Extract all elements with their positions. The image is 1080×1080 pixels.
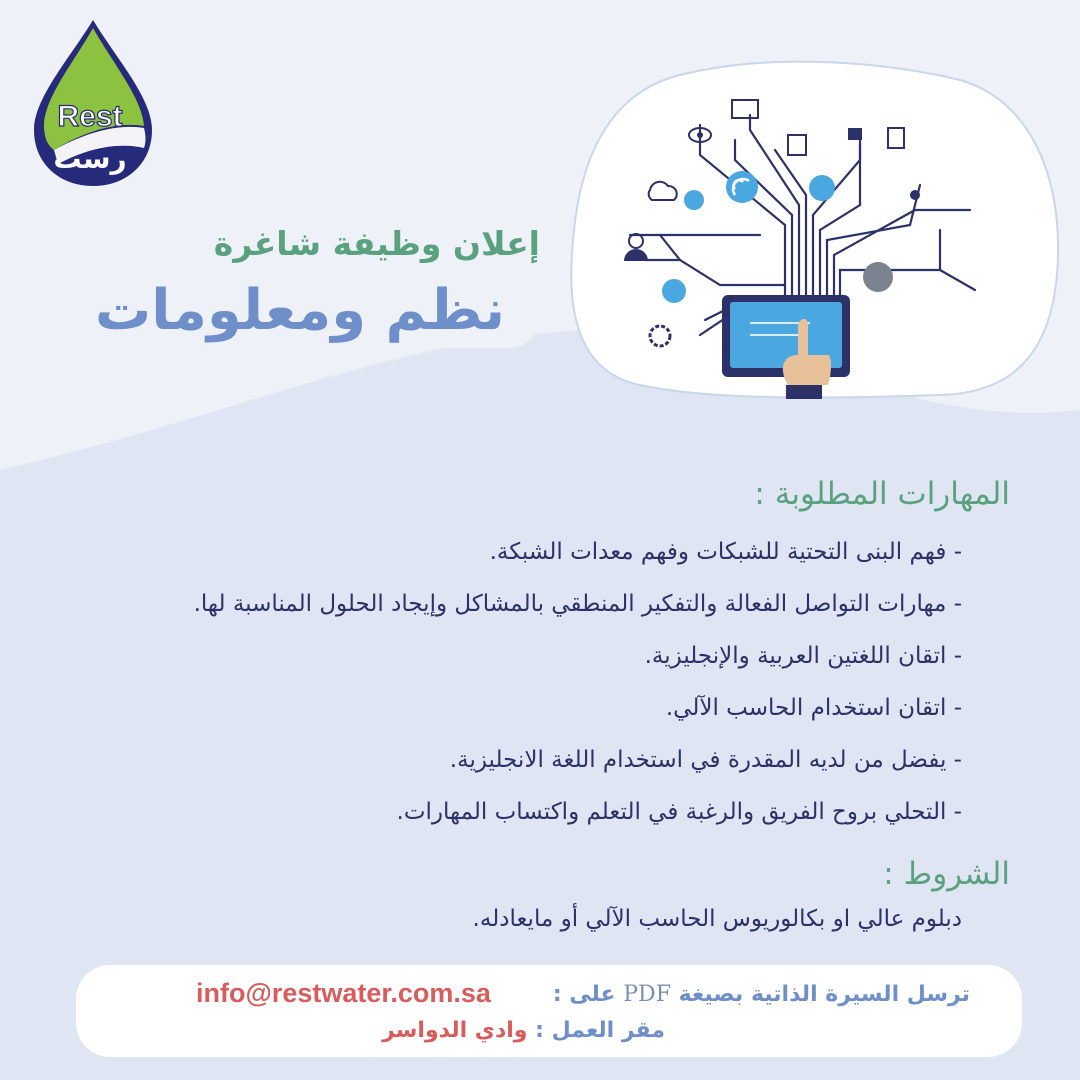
rest-logo [30,18,156,188]
work-location [382,1018,665,1043]
location-label: مقر العمل : [535,1018,665,1043]
list-item: - فهم البنى التحتية للشبكات وفهم معدات الشبكة. [489,539,962,565]
job-title: نظم ومعلومات [94,278,505,343]
network-illustration [560,55,1070,400]
location-value: وادي الدواسر [382,1018,528,1043]
list-item: - يفضل من لديه المقدرة في استخدام اللغة الانجليزية. [449,747,962,773]
svg-text:Rest: Rest [57,100,123,133]
svg-text:رست: رست [53,142,127,175]
list-item: - اتقان استخدام الحاسب الآلي. [665,695,962,721]
conditions-heading: الشروط : [883,856,1010,892]
skills-heading: المهارات المطلوبة : [754,476,1010,512]
announcement-title: إعلان وظيفة شاغرة [213,224,540,263]
list-item: - اتقان اللغتين العربية والإنجليزية. [644,643,962,669]
skills-list [142,528,962,840]
cv-instructions [553,982,970,1007]
conditions-text: دبلوم عالي او بكالوريوس الحاسب الآلي أو مايعادله. [472,906,962,932]
cv-text: ترسل السيرة الذاتية بصيغة [678,982,970,1007]
list-item: - مهارات التواصل الفعالة والتفكير المنطقي بالمشاكل وإيجاد الحلول المناسبة لها. [193,591,962,617]
email-link[interactable]: info@restwater.com.sa [196,978,491,1008]
list-item: - التحلي بروح الفريق والرغبة في التعلم واكتساب المهارات. [396,799,962,825]
cv-format: PDF [623,982,671,1007]
cv-on-label: على : [552,982,616,1007]
